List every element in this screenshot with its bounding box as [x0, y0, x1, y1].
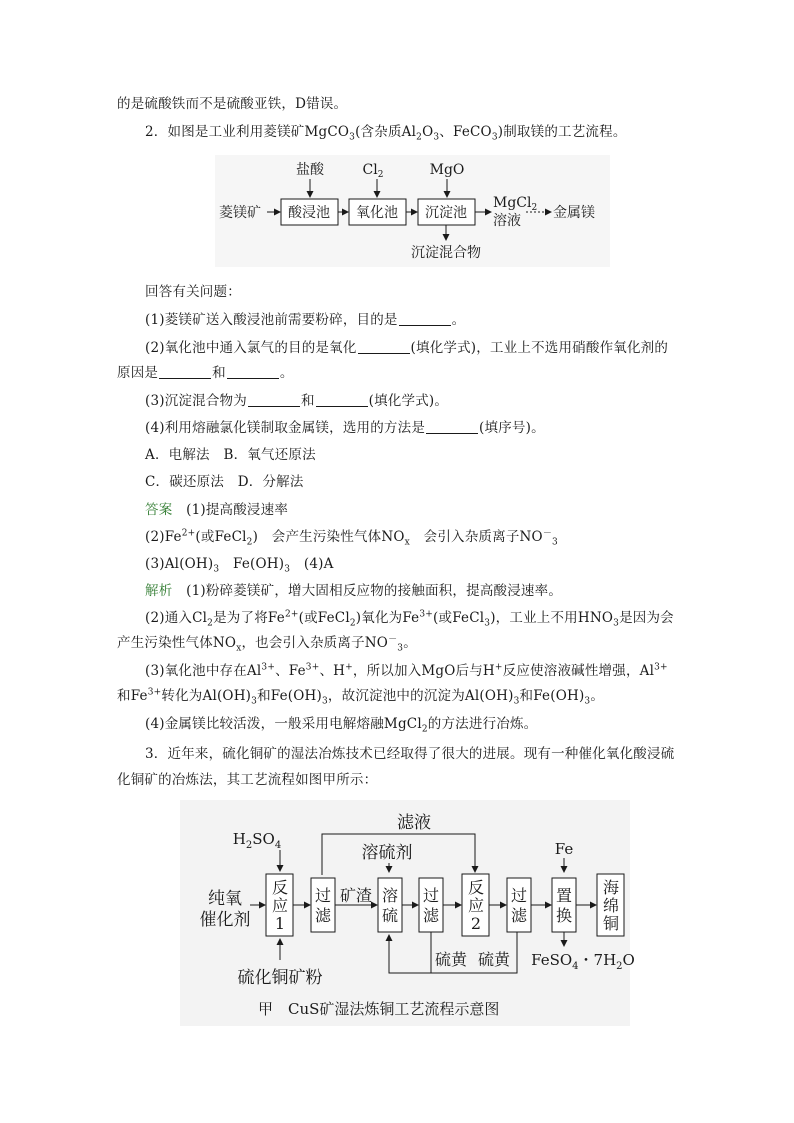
reagent-mgo: MgO: [429, 162, 465, 178]
label-sulfur-2: 硫黄: [477, 950, 511, 969]
svg-text:绵: 绵: [602, 896, 620, 915]
reagent-hcl: 盐酸: [296, 162, 324, 178]
options-ab: A．电解法 B．氧气还原法: [145, 447, 316, 463]
product-mgcl2: MgCl$_2$: [493, 195, 538, 213]
svg-text:酸浸池: 酸浸池: [288, 205, 330, 221]
svg-text:过: 过: [422, 886, 440, 905]
answer-blank[interactable]: [399, 311, 451, 326]
part-2: (2)氧化池中通入氯气的目的是氧化 (填化学式)，工业上不选用硝酸作氧化剂的: [145, 340, 669, 356]
copper-process-flowchart: [180, 800, 635, 1026]
svg-text:滤: 滤: [314, 906, 332, 925]
label-catalyst: 催化剂: [199, 910, 251, 930]
svg-text:2: 2: [470, 914, 482, 933]
svg-text:应: 应: [271, 896, 289, 915]
question-2-stem: 2．如图是工业利用菱镁矿MgCO$_3$(含杂质$Al_2O_3$、FeCO$_3$)制取镁的工艺流程。: [145, 124, 627, 143]
answer-blank[interactable]: [358, 339, 410, 354]
svg-text:滤: 滤: [422, 906, 440, 925]
answer-blank[interactable]: [227, 364, 279, 379]
svg-text:反: 反: [271, 878, 289, 897]
part-3: (3)沉淀混合物为 和 (填化学式)。: [145, 393, 449, 409]
answer-blank[interactable]: [159, 364, 211, 379]
part-4: (4)利用熔融氯化镁制取金属镁，选用的方法是 (填序号)。: [145, 420, 545, 436]
answer-blank[interactable]: [316, 392, 368, 407]
figure-caption: 甲 CuS矿湿法炼铜工艺流程示意图: [258, 1000, 500, 1018]
answer-line-3: $(3)Al(OH)_3$ $Fe(OH)_3$ (4)A: [145, 556, 334, 575]
final-magnesium: 金属镁: [553, 205, 595, 221]
label-sulfur-solvent: 溶硫剂: [361, 843, 413, 863]
svg-text:滤: 滤: [510, 906, 528, 925]
svg-text:过: 过: [510, 886, 528, 905]
svg-text:应: 应: [467, 896, 485, 915]
label-filtrate: 滤液: [397, 813, 431, 833]
svg-text:海: 海: [602, 878, 620, 897]
svg-text:沉淀池: 沉淀池: [425, 205, 467, 221]
question-3-stem: 3．近年来，硫化铜矿的湿法冶炼技术已经取得了很大的进展。现有一种催化氧化酸浸硫: [145, 746, 675, 762]
analysis-line-3b: 和$Fe^{3+}$转化为$Al(OH)_3$和$Fe(OH)_3$，故沉淀池中的沉淀为$Al(OH)_3$和$Fe(OH)_3$。: [117, 687, 605, 707]
svg-text:换: 换: [555, 906, 573, 925]
analysis-line-3: (3)氧化池中存在$Al^{3+}$、$Fe^{3+}$、H+，所以加入MgO后与H+反应使溶液碱性增强，$Al^{3+}$: [145, 662, 668, 679]
label-feso4-7h2o: FeSO$_4$・$7H_2O$: [531, 951, 635, 972]
reagent-cl2: $Cl_2$: [362, 162, 384, 180]
magnesium-process-flowchart: [215, 155, 610, 267]
analysis-line-4: (4)金属镁比较活泼，一般采用电解熔融MgCl$_2$的方法进行冶炼。: [145, 716, 538, 735]
answer-line-1: 答案 (1)提高酸浸速率: [145, 502, 289, 518]
analysis-label: 解析: [145, 583, 173, 599]
label-pure-oxygen: 纯氧: [208, 889, 242, 909]
byproduct-mixture: 沉淀混合物: [411, 245, 481, 261]
answer-blank[interactable]: [426, 419, 478, 434]
svg-text:1: 1: [274, 914, 286, 933]
answer-label: 答案: [145, 502, 173, 518]
text-line: 的是硫酸铁而不是硫酸亚铁，D错误。: [117, 96, 348, 112]
label-ore-slag: 矿渣: [339, 886, 373, 905]
input-magnesite: 菱镁矿: [219, 205, 261, 221]
question-3-stem-cont: 化铜矿的冶炼法，其工艺流程如图甲所示：: [117, 772, 378, 788]
analysis-line-2b: 产生污染性气体$NO_x$，也会引入杂质离子$NO^-_3$。: [117, 634, 417, 654]
analysis-line-1: 解析 (1)粉碎菱镁矿，增大固相反应物的接触面积，提高酸浸速率。: [145, 583, 563, 599]
svg-text:氧化池: 氧化池: [356, 205, 398, 221]
svg-text:置: 置: [555, 886, 573, 905]
prompt: 回答有关问题：: [145, 284, 241, 300]
product-solution: 溶液: [493, 213, 521, 229]
options-cd: C．碳还原法 D．分解法: [145, 474, 304, 490]
label-sulfur-1: 硫黄: [434, 950, 468, 969]
part-1: (1)菱镁矿送入酸浸池前需要粉碎，目的是 。: [145, 312, 466, 328]
svg-text:反: 反: [467, 878, 485, 897]
label-copper-sulfide-ore: 硫化铜矿粉: [237, 968, 323, 988]
part-2-cont: 原因是 和 。: [117, 365, 294, 381]
label-h2so4: $H_2SO_4$: [232, 830, 282, 851]
label-fe: Fe: [554, 840, 574, 858]
svg-text:溶: 溶: [381, 886, 399, 905]
analysis-line-2: (2)通入$Cl_2$是为了将$Fe^{2+}$(或FeCl$_2$)氧化为$Fe^{3+}$(或FeCl$_3$)，工业上不用$HNO_3$是因为会: [145, 609, 674, 629]
answer-blank[interactable]: [248, 392, 300, 407]
svg-text:过: 过: [314, 886, 332, 905]
answer-line-2: $(2)Fe^{2+}$(或FeCl$_2$) 会产生污染性气体$NO_x$ 会引入杂质离子$NO^-_3$: [145, 528, 558, 548]
svg-text:硫: 硫: [381, 906, 399, 925]
svg-text:铜: 铜: [602, 914, 620, 933]
